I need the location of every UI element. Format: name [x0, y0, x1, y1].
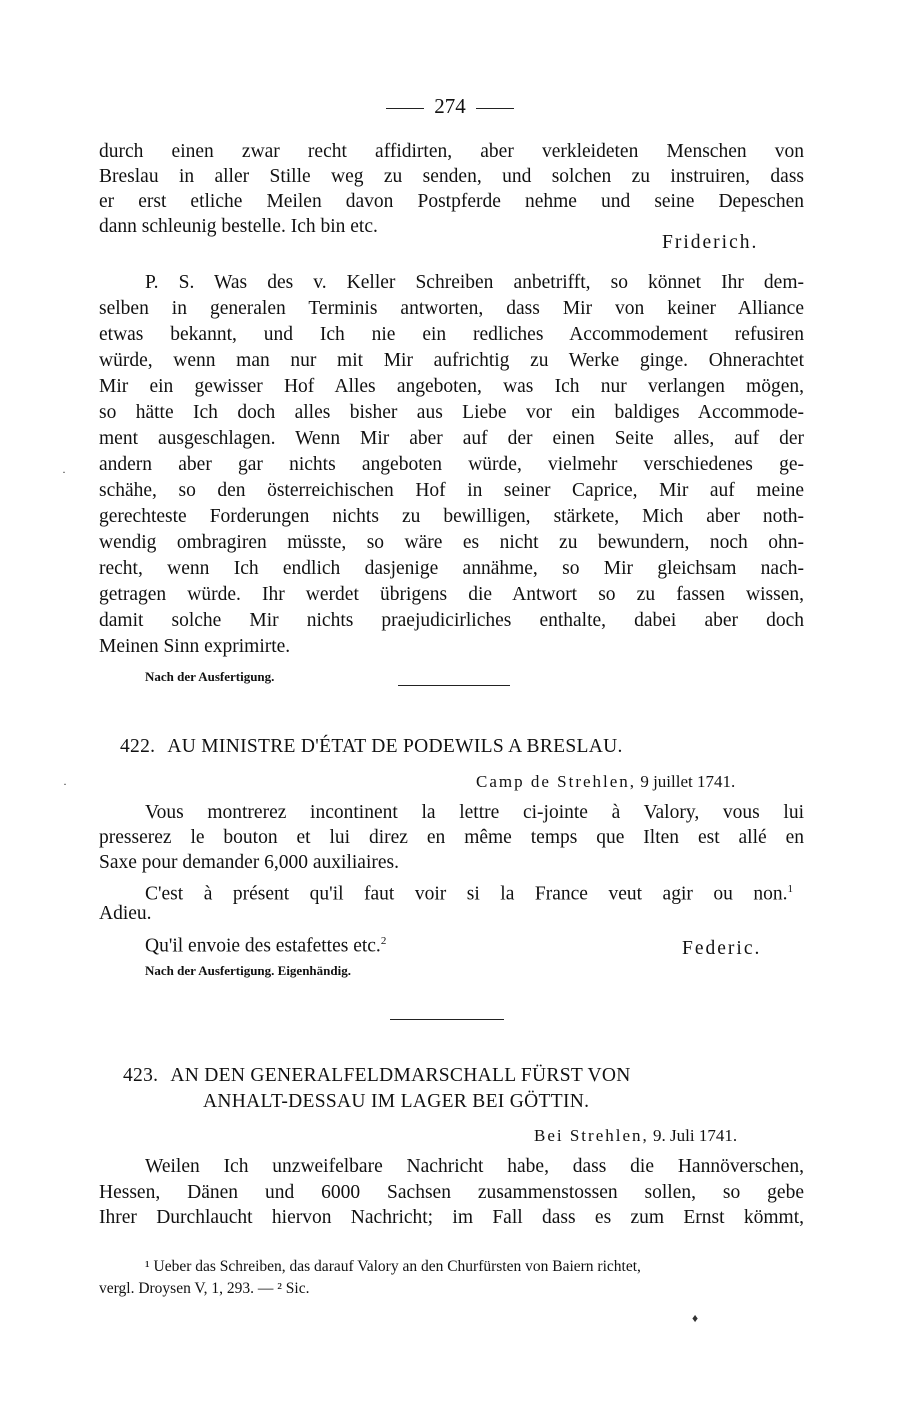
letter-line: Ihrer Durchlaucht hiervon Nachricht; im Fall dass es zum Ernst kömmt, — [99, 1207, 804, 1228]
signature: Federic. — [682, 938, 762, 959]
ps-line: wendig ombragiren müsste, so wäre es nicht zu bewundern, noch ohn- — [99, 532, 804, 553]
page-number-text: 274 — [434, 94, 466, 118]
letter-line: presserez le bouton et lui direz en même temps que Ilten est allé en — [99, 827, 804, 848]
footnote: ¹ Ueber das Schreiben, das darauf Valory an den Churfürsten von Baiern richtet, — [145, 1258, 641, 1275]
footnote-ref: 2 — [380, 935, 387, 947]
letter-line: Adieu. — [99, 903, 152, 924]
ps-line: Mir ein gewisser Hof Alles angeboten, was Ich nur verlangen mögen, — [99, 376, 804, 397]
date-place: Camp de Strehlen, — [476, 772, 637, 791]
letter-heading — [123, 1063, 631, 1089]
page-number-dash-right — [476, 108, 514, 109]
letter-line-text: Qu'il envoie des estafettes etc. — [145, 935, 381, 957]
dateline — [534, 1124, 737, 1148]
text-line: durch einen zwar recht affidirten, aber verkleideten Menschen von — [99, 141, 804, 162]
ps-line: etwas bekannt, und Ich nie ein redliches Accommodement refusiren — [99, 324, 804, 345]
footnote: vergl. Droysen V, 1, 293. — ² Sic. — [99, 1280, 310, 1297]
date: 9. Juli 1741. — [653, 1126, 738, 1145]
ps-line: andern aber gar nichts angeboten würde, vielmehr verschiedenes ge- — [99, 454, 804, 475]
ink-speck: · — [63, 777, 67, 791]
section-divider — [390, 1019, 504, 1020]
dateline — [476, 770, 735, 794]
text-line: Breslau in aller Stille weg zu senden, und solchen zu instruiren, dass — [99, 166, 804, 187]
text-line: dann schleunig bestelle. Ich bin etc. — [99, 216, 378, 237]
source-note: Nach der Ausfertigung. — [145, 669, 275, 684]
ps-line: so hätte Ich doch alles bisher aus Liebe vor ein baldiges Accommode- — [99, 402, 804, 423]
source-note: Nach der Ausfertigung. Eigenhändig. — [145, 963, 351, 978]
ps-line: gerechteste Forderungen nichts zu bewilligen, stärkete, Mich aber noth- — [99, 506, 804, 527]
ps-line: selben in generalen Terminis antworten, dass Mir von keiner Alliance — [99, 298, 804, 319]
section-divider — [398, 685, 510, 686]
ps-line: damit solche Mir nichts praejudicirliches enthalte, dabei aber doch — [99, 610, 804, 631]
letter-title-continued: ANHALT-DESSAU IM LAGER BEI GÖTTIN. — [203, 1091, 590, 1112]
ink-speck: · — [62, 465, 66, 479]
ps-line: schähe, so den österreichischen Hof in seiner Caprice, Mir auf meine — [99, 480, 804, 501]
footnote-ref: 1 — [787, 883, 793, 895]
letter-number: 422. — [120, 736, 156, 757]
ps-line: P. S. Was des v. Keller Schreiben anbetrifft, so könnet Ihr dem- — [145, 272, 804, 293]
letter-line: Vous montrerez incontinent la lettre ci-jointe à Valory, vous lui — [145, 802, 804, 823]
page-number — [0, 92, 900, 120]
letter-heading — [120, 734, 623, 760]
ink-speck: ♦ — [692, 1311, 699, 1325]
text-line: er erst etliche Meilen davon Postpferde nehme und seine Depeschen — [99, 191, 804, 212]
letter-line — [145, 876, 793, 905]
date: 9 juillet 1741. — [640, 772, 736, 791]
letter-line-text: C'est à présent qu'il faut voir si la France veut agir ou non. — [145, 883, 788, 905]
letter-title: AU MINISTRE D'ÉTAT DE PODEWILS A BRESLAU. — [167, 736, 623, 757]
ps-line: recht, wenn Ich endlich dasjenige annähme, so Mir gleichsam nach- — [99, 558, 804, 579]
ps-line: ment ausgeschlagen. Wenn Mir aber auf der einen Seite alles, auf der — [99, 428, 804, 449]
page-number-dash-left — [386, 108, 424, 109]
letter-title: AN DEN GENERALFELDMARSCHALL FÜRST VON — [170, 1065, 631, 1086]
ps-line: würde, wenn man nur mit Mir aufrichtig zu Werke ginge. Ohnerachtet — [99, 350, 804, 371]
letter-line: Weilen Ich unzweifelbare Nachricht habe, dass die Hannöverschen, — [145, 1156, 804, 1177]
signature: Friderich. — [662, 232, 759, 253]
ps-line: getragen würde. Ihr werdet übrigens die Antwort so zu fassen wissen, — [99, 584, 804, 605]
letter-number: 423. — [123, 1065, 159, 1086]
letter-line: Saxe pour demander 6,000 auxiliaires. — [99, 852, 399, 873]
ps-line: Meinen Sinn exprimirte. — [99, 636, 291, 657]
date-place: Bei Strehlen, — [534, 1126, 649, 1145]
letter-line: Hessen, Dänen und 6000 Sachsen zusammenstossen sollen, so gebe — [99, 1182, 804, 1203]
